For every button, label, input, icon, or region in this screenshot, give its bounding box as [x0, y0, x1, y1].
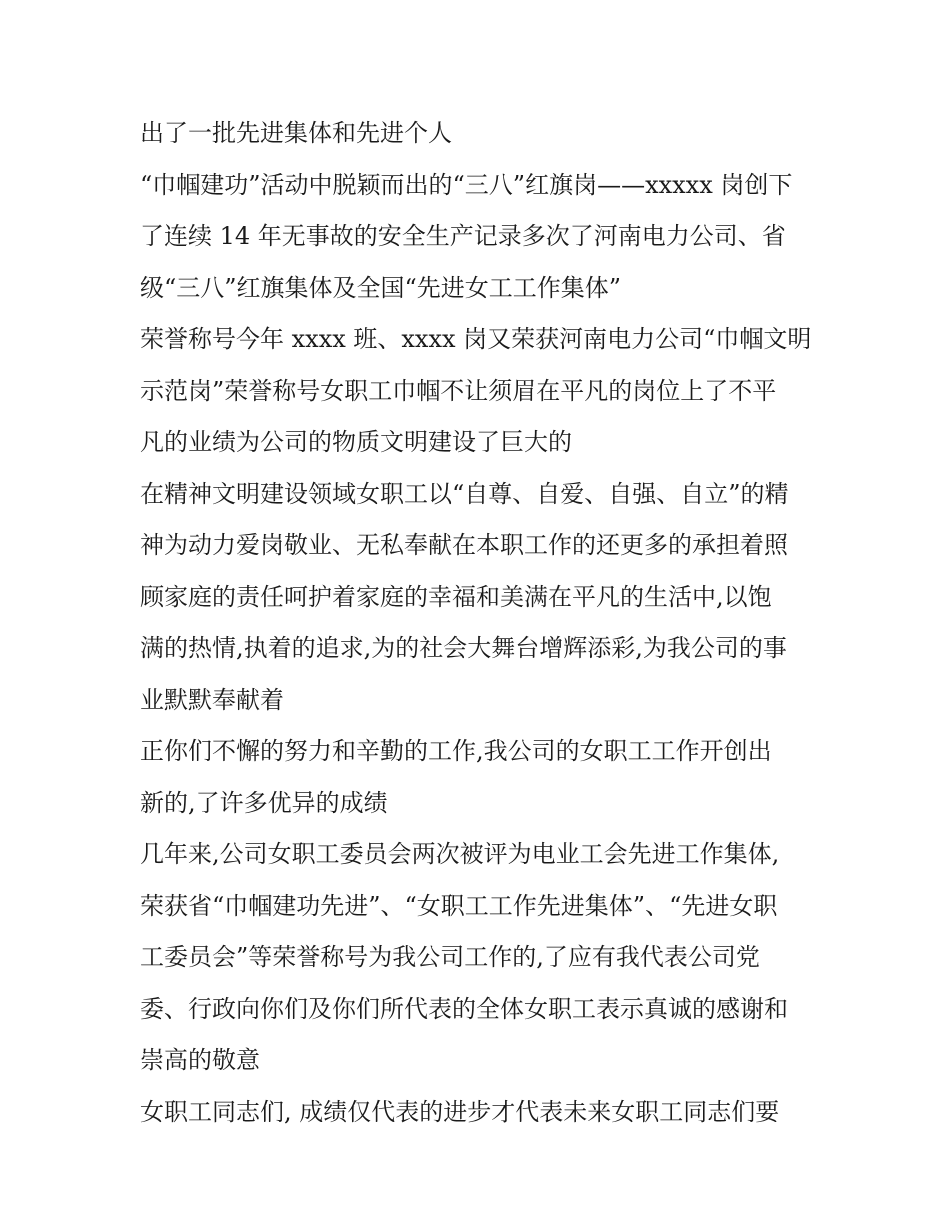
text-line: 出了一批先进集体和先进个人 — [140, 119, 452, 147]
text-line: 委、行政向你们及你们所代表的全体女职工表示真诚的感谢和 — [140, 994, 788, 1023]
paragraph — [140, 469, 820, 727]
text-line: 崇高的敬意 — [140, 1046, 260, 1074]
text-line: 示范岗”荣誉称号女职工巾帼不让须眉在平凡的岗位上了不平 — [140, 376, 777, 405]
text-line: 在精神文明建设领域女职工以“自尊、自爱、自强、自立”的精 — [140, 479, 789, 508]
text-line: 顾家庭的责任呵护着家庭的幸福和美满在平凡的生活中,以饱 — [140, 582, 772, 611]
text-line: 满的热情,执着的追求,为的社会大舞台增辉添彩,为我公司的事 — [140, 634, 787, 662]
text-line: 正你们不懈的努力和辛勤的工作,我公司的女职工工作开创出 — [140, 737, 772, 765]
text-line: 荣获省“巾帼建功先进”、“女职工工作先进集体”、“先进女职 — [140, 891, 778, 920]
text-line: 级“三八”红旗集体及全国“先进女工工作集体” — [140, 273, 622, 302]
paragraph — [140, 829, 820, 1087]
paragraph — [140, 1087, 820, 1139]
paragraph — [140, 726, 820, 829]
paragraph — [140, 314, 820, 469]
text-line: 女职工同志们, 成绩仅代表的进步才代表未来女职工同志们要 — [140, 1097, 780, 1126]
text-line: “巾帼建功”活动中脱颖而出的“三八”红旗岗——xxxxx 岗创下 — [140, 170, 793, 199]
paragraph — [140, 108, 820, 160]
text-line: 工委员会”等荣誉称号为我公司工作的,了应有我代表公司党 — [140, 943, 760, 971]
text-line: 凡的业绩为公司的物质文明建设了巨大的 — [140, 428, 572, 456]
text-line: 几年来,公司女职工委员会两次被评为电业工会先进工作集体, — [140, 840, 780, 868]
text-line: 荣誉称号今年 xxxx 班、xxxx 岗又荣获河南电力公司“巾帼文明 — [140, 325, 812, 353]
document-page — [140, 108, 820, 1138]
text-line: 神为动力爱岗敬业、无私奉献在本职工作的还更多的承担着照 — [140, 531, 788, 559]
text-line: 业默默奉献着 — [140, 685, 284, 714]
text-line: 新的,了许多优异的成绩 — [140, 788, 388, 817]
paragraph — [140, 160, 820, 315]
text-line: 了连续 14 年无事故的安全生产记录多次了河南电力公司、省 — [140, 222, 786, 250]
